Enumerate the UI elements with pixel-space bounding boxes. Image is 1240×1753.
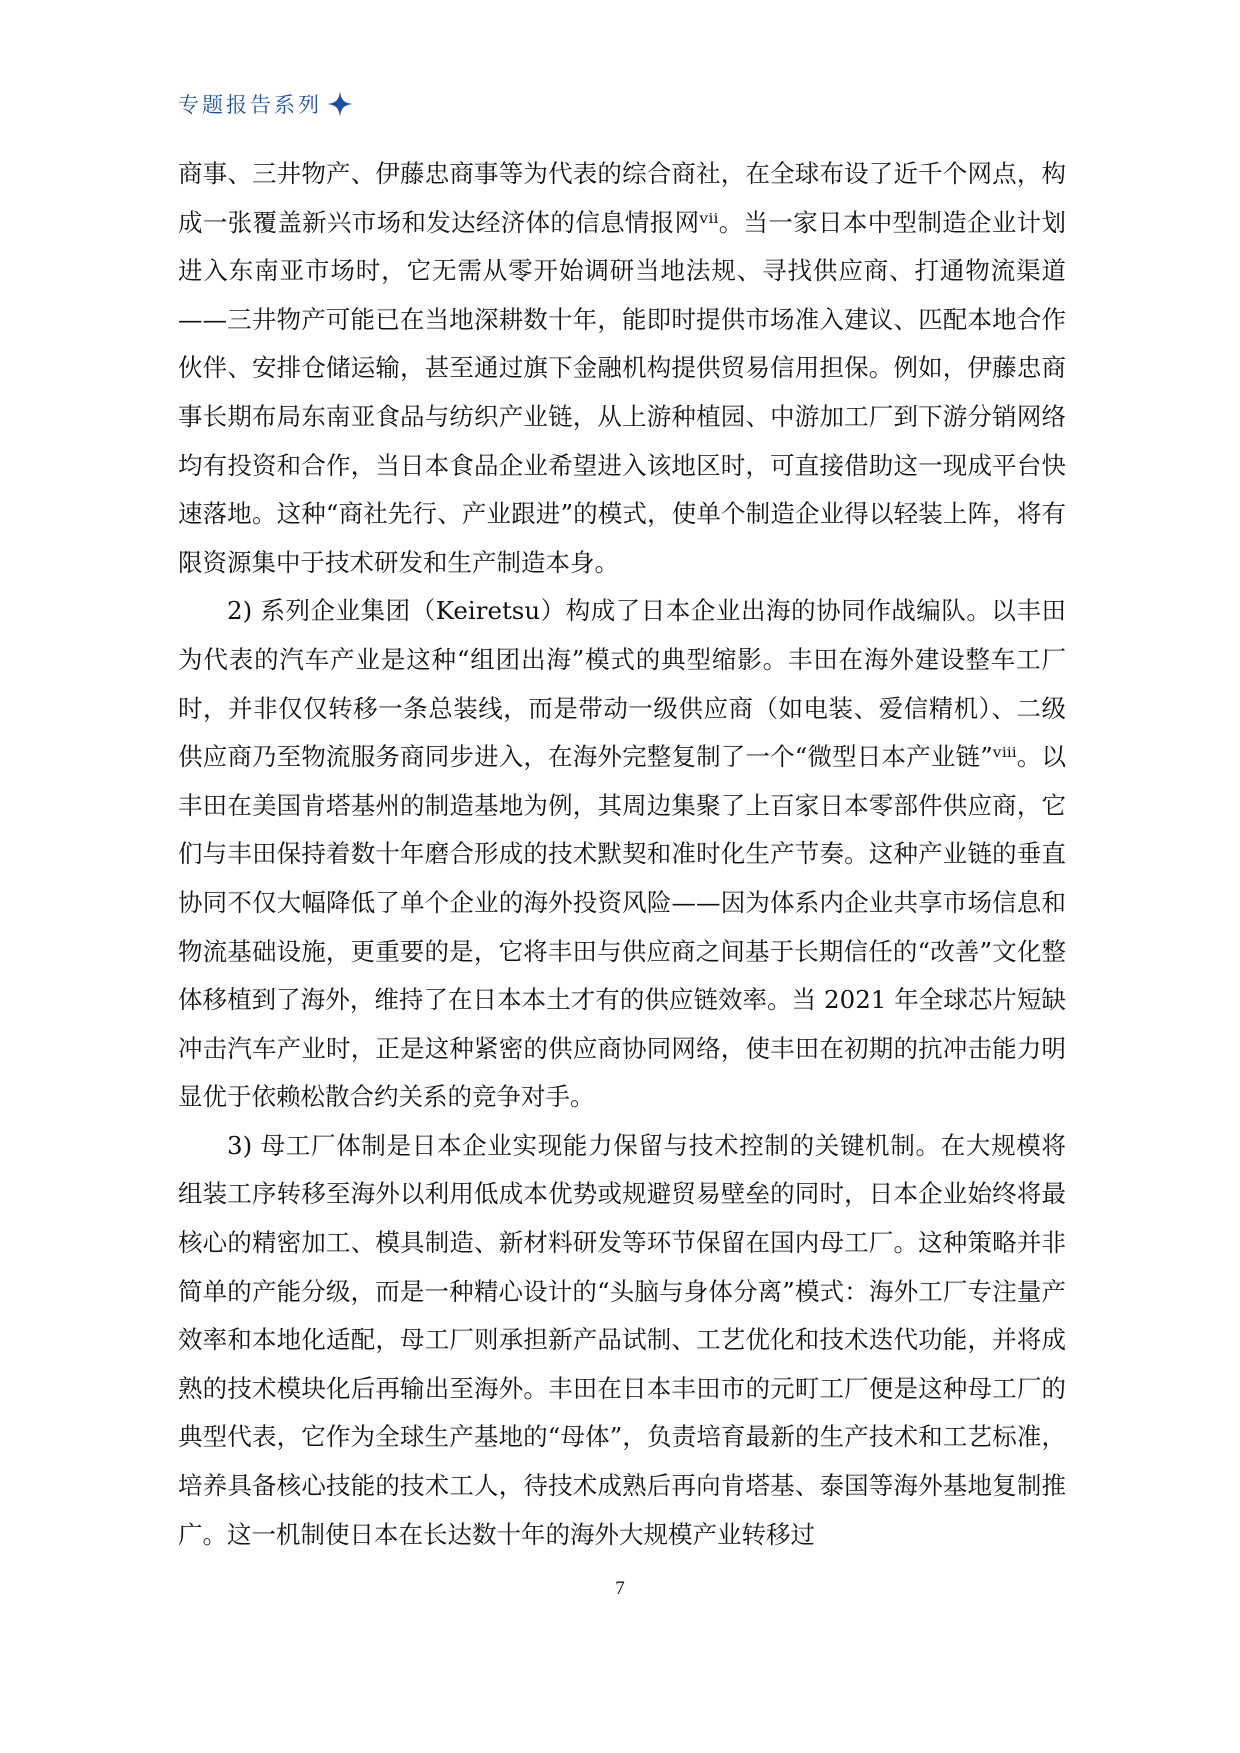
page-number: 7 [615,1578,625,1599]
paragraph-keiretsu: 2) 系列企业集团（Keiretsu）构成了日本企业出海的协同作战编队。以丰田为代表的汽车产业是这种“组团出海”模式的典型缩影。丰田在海外建设整车工厂时，并非仅仅转移一条总装线，而是带动一级供应商（如电装、爱信精机）、二级供应商乃至物流服务商同步进入，在海外完整复制了一个“微型日本产业链”ᵛⁱⁱⁱ。以丰田在美国肯塔基州的制造基地为例，其周边集聚了上百家日本零部件供应商，它们与丰田保持着数十年磨合形成的技术默契和准时化生产节奏。这种产业链的垂直协同不仅大幅降低了单个企业的海外投资风险——因为体系内企业共享市场信息和物流基础设施，更重要的是，它将丰田与供应商之间基于长期信任的“改善”文化整体移植到了海外，维持了在日本本土才有的供应链效率。当 2021 年全球芯片短缺冲击汽车产业时，正是这种紧密的供应商协同网络，使丰田在初期的抗冲击能力明显优于依赖松散合约关系的竞争对手。 [178,596,1066,1112]
page-header [178,84,354,124]
report-series-title: 专题报告系列 [178,93,322,117]
four-point-star-icon [326,90,354,118]
paragraph-mother-factory: 3) 母工厂体制是日本企业实现能力保留与技术控制的关键机制。在大规模将组装工序转移至海外以利用低成本优势或规避贸易壁垒的同时，日本企业始终将最核心的精密加工、模具制造、新材料研发等环节保留在国内母工厂。这种策略并非简单的产能分级，而是一种精心设计的“头脑与身体分离”模式：海外工厂专注量产效率和本地化适配，母工厂则承担新产品试制、工艺优化和技术迭代功能，并将成熟的技术模块化后再输出至海外。丰田在日本丰田市的元町工厂便是这种母工厂的典型代表，它作为全球生产基地的“母体”，负责培育最新的生产技术和工艺标准，培养具备核心技能的技术工人，待技术成熟后再向肯塔基、泰国等海外基地复制推广。这一机制使日本在长达数十年的海外大规模产业转移过 [178,1130,1066,1549]
document-body [178,150,1066,1559]
paragraph-sogo-shosha: 商事、三井物产、伊藤忠商事等为代表的综合商社，在全球布设了近千个网点，构成一张覆盖新兴市场和发达经济体的信息情报网ᵛⁱⁱ。当一家日本中型制造企业计划进入东南亚市场时，它无需从零开始调研当地法规、寻找供应商、打通物流渠道——三井物产可能已在当地深耕数十年，能即时提供市场准入建议、匹配本地合作伙伴、安排仓储运输，甚至通过旗下金融机构提供贸易信用担保。例如，伊藤忠商事长期布局东南亚食品与纺织产业链，从上游种植园、中游加工厂到下游分销网络均有投资和合作，当日本食品企业希望进入该地区时，可直接借助这一现成平台快速落地。这种“商社先行、产业跟进”的模式，使单个制造企业得以轻装上阵，将有限资源集中于技术研发和生产制造本身。 [178,159,1066,577]
